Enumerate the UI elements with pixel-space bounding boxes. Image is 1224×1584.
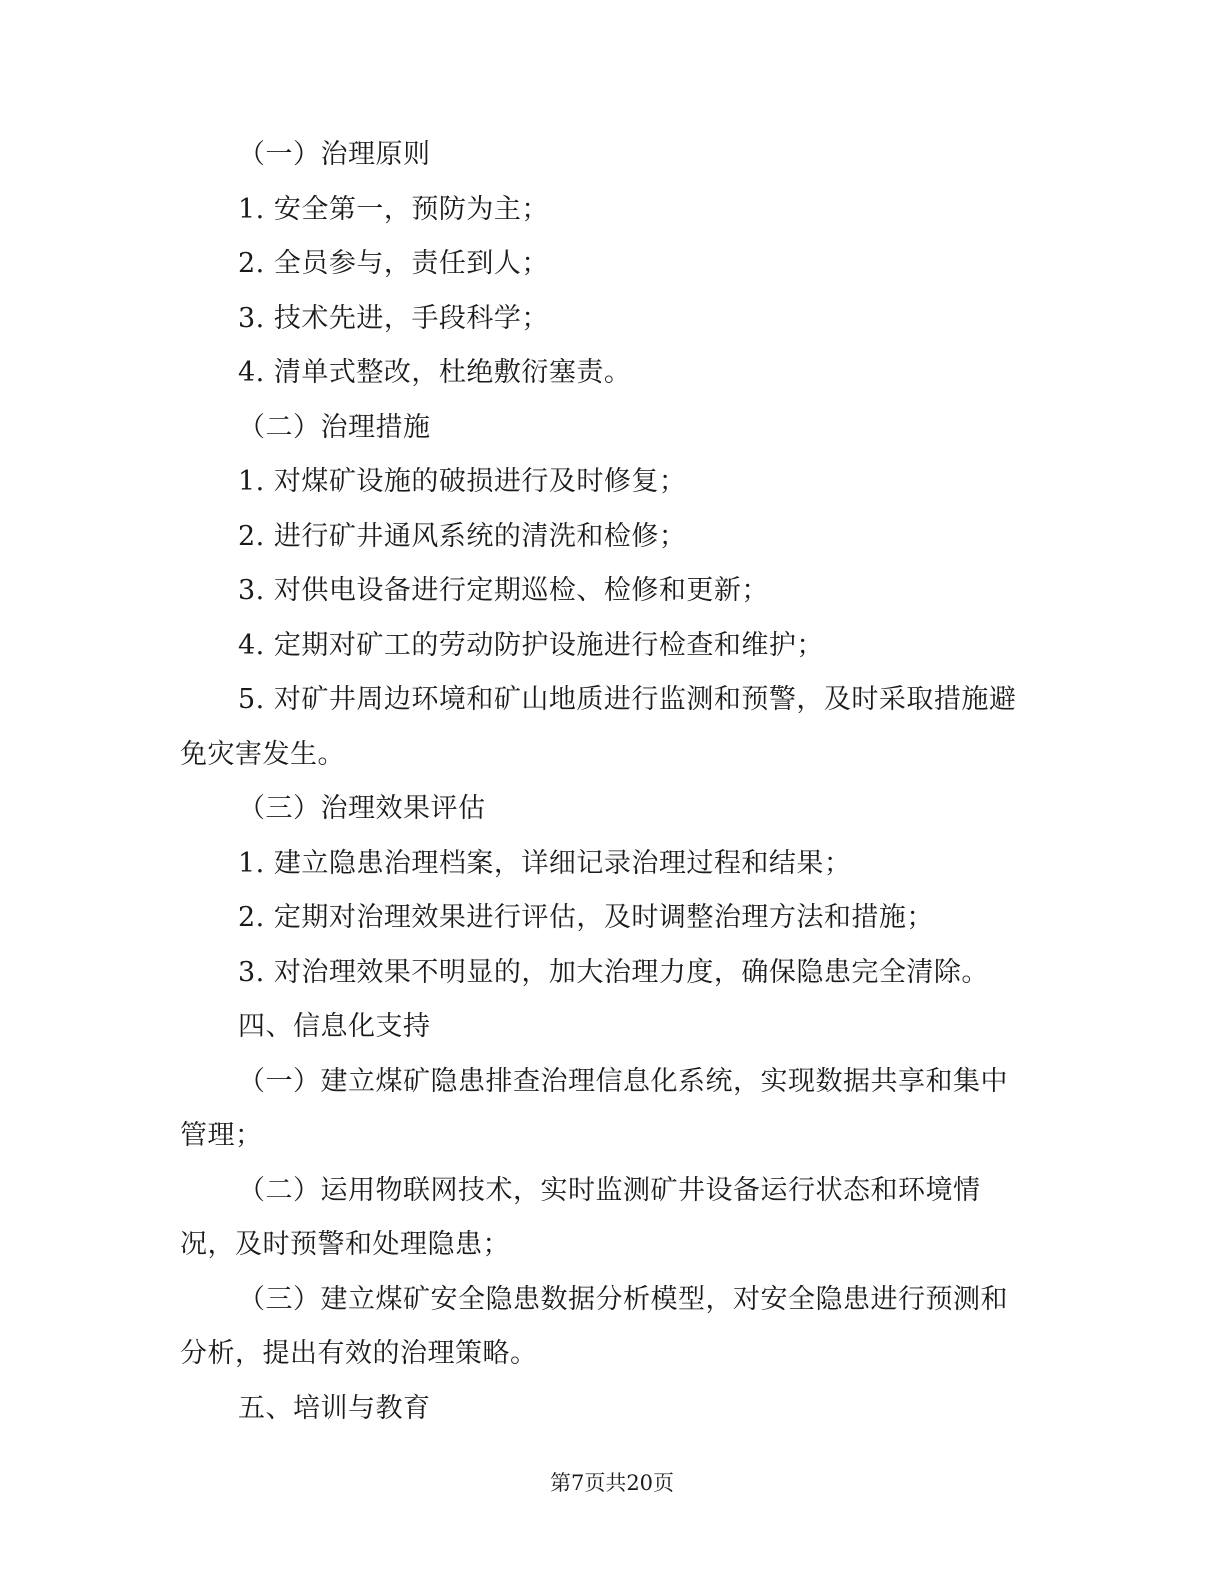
paragraph: （一）建立煤矿隐患排查治理信息化系统，实现数据共享和集中管理； xyxy=(180,1065,1008,1151)
paragraph: 5. 对矿井周边环境和矿山地质进行监测和预警，及时采取措施避免灾害发生。 xyxy=(180,684,1017,770)
paragraph: 2. 进行矿井通风系统的清洗和检修； xyxy=(238,520,687,552)
paragraph: 4. 清单式整改，杜绝敷衍塞责。 xyxy=(238,357,632,388)
paragraph: 2. 全员参与，责任到人； xyxy=(238,248,549,279)
section-heading: 五、培训与教育 xyxy=(238,1392,431,1424)
paragraph: （三）治理效果评估 xyxy=(238,793,486,824)
paragraph: （一）治理原则 xyxy=(238,139,431,170)
paragraph: （二）运用物联网技术，实时监测矿井设备运行状态和环境情况，及时预警和处理隐患； xyxy=(180,1174,981,1260)
paragraph: 2. 定期对治理效果进行评估，及时调整治理方法和措施； xyxy=(238,902,934,933)
page-number-footer: 第7页共20页 xyxy=(549,1471,675,1495)
paragraph: 3. 对治理效果不明显的，加大治理力度，确保隐患完全清除。 xyxy=(238,956,989,988)
paragraph: （三）建立煤矿安全隐患数据分析模型，对安全隐患进行预测和分析，提出有效的治理策略。 xyxy=(180,1283,1008,1369)
paragraph: 1. 建立隐患治理档案，详细记录治理过程和结果； xyxy=(238,847,852,879)
section-heading: 四、信息化支持 xyxy=(238,1011,431,1042)
document-body xyxy=(180,128,1030,1436)
paragraph: 3. 对供电设备进行定期巡检、检修和更新； xyxy=(238,575,769,606)
paragraph: （二）治理措施 xyxy=(238,411,431,443)
paragraph: 3. 技术先进，手段科学； xyxy=(238,302,549,334)
paragraph: 4. 定期对矿工的劳动防护设施进行检查和维护； xyxy=(238,629,824,661)
paragraph: 1. 对煤矿设施的破损进行及时修复； xyxy=(238,466,687,497)
paragraph: 1. 安全第一，预防为主； xyxy=(238,193,549,225)
